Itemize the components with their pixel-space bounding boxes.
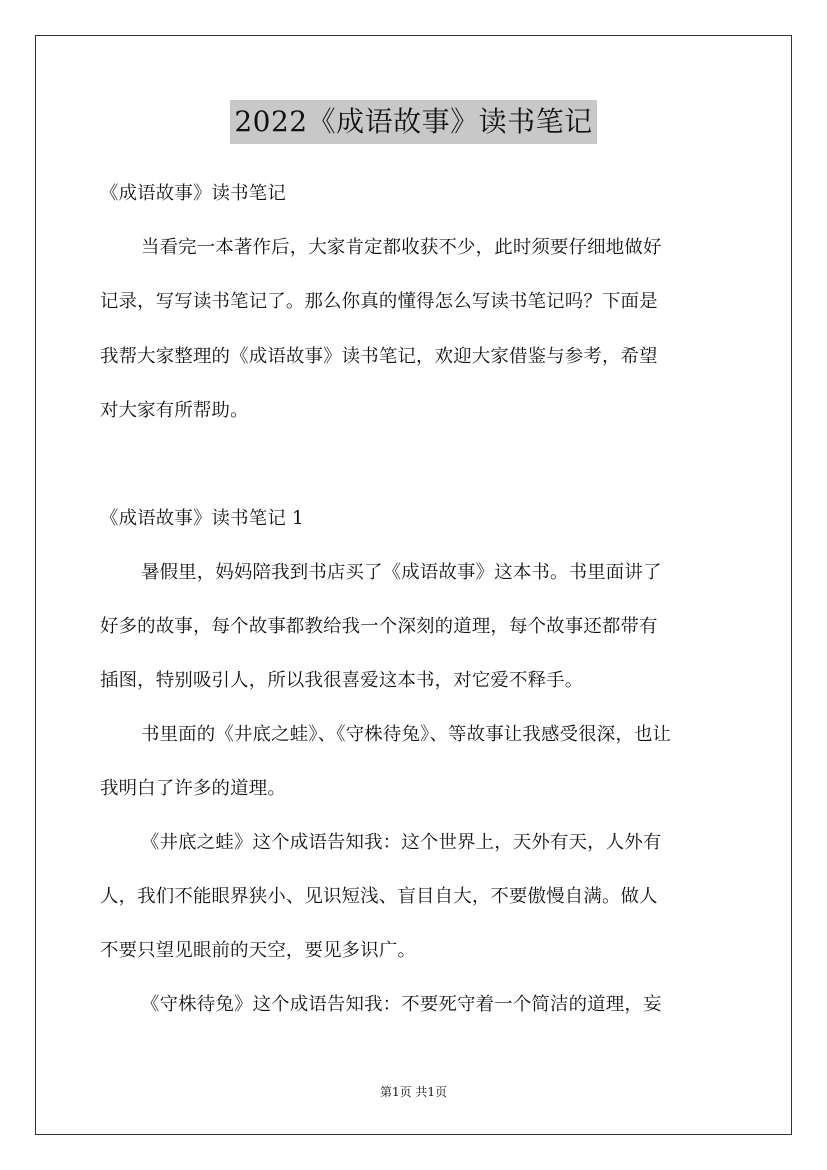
paragraph-line: 插图，特别吸引人，所以我很喜爱这本书，对它爱不释手。	[100, 670, 584, 691]
subtitle: 《成语故事》读书笔记	[100, 183, 286, 204]
title-container	[0, 100, 827, 144]
paragraph-line: 人，我们不能眼界狭小、见识短浅、盲目自大，不要傲慢自满。做人	[100, 886, 658, 907]
paragraph-line: 《守株待兔》这个成语告知我：不要死守着一个简洁的道理，妄	[141, 994, 662, 1015]
paragraph-line: 我明白了许多的道理。	[100, 778, 286, 799]
paragraph-line: 暑假里，妈妈陪我到书店买了《成语故事》这本书。书里面讲了	[141, 562, 662, 583]
paragraph-line: 不要只望见眼前的天空，要见多识广。	[100, 940, 417, 961]
page-footer: 第1页 共1页	[379, 1085, 448, 1099]
paragraph-line: 好多的故事，每个故事都教给我一个深刻的道理，每个故事还都带有	[100, 616, 658, 637]
intro-line: 当看完一本著作后，大家肯定都收获不少，此时须要仔细地做好	[141, 237, 662, 258]
paragraph-line: 《井底之蛙》这个成语告知我：这个世界上，天外有天，人外有	[141, 832, 662, 853]
document-title: 2022《成语故事》读书笔记	[230, 100, 596, 144]
intro-line: 对大家有所帮助。	[100, 400, 249, 421]
intro-line: 记录，写写读书笔记了。那么你真的懂得怎么写读书笔记吗？下面是	[100, 291, 658, 312]
section-heading: 《成语故事》读书笔记 1	[100, 508, 304, 529]
intro-line: 我帮大家整理的《成语故事》读书笔记，欢迎大家借鉴与参考，希望	[100, 346, 658, 367]
paragraph-line: 书里面的《井底之蛙》、《守株待兔》、等故事让我感受很深，也让	[141, 724, 672, 745]
